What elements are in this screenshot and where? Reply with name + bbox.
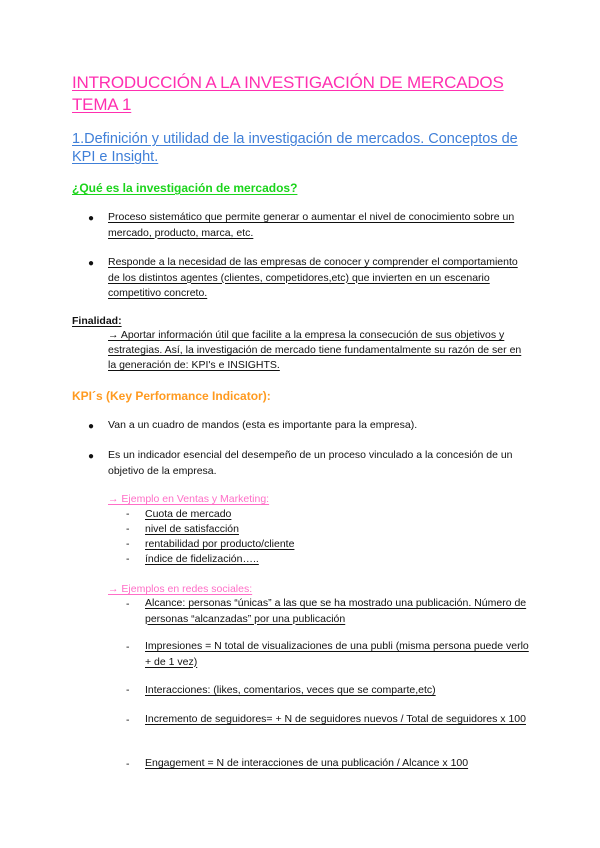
what-is-bullet-1: Proceso sistemático que permite generar o aumentar el nivel de conocimiento sobre un mercado, producto, marca, etc. [108,211,515,239]
sales-item-3: rentabilidad por producto/cliente [145,538,295,550]
doc-title-line1: INTRODUCCIÓN A LA INVESTIGACIÓN DE MERCADOS [72,73,504,92]
social-item-4: Incremento de seguidores= + N de seguidores nuevos / Total de seguidores x 100 [145,713,526,725]
kpi-bullet-1: Van a un cuadro de mandos (esta es importante para la empresa). [108,419,418,431]
social-item-3: Interacciones: (likes, comentarios, veces que se comparte,etc) [145,684,436,696]
section-heading: 1.Definición y utilidad de la investigación de mercados. Conceptos de KPI e Insight. [72,131,518,165]
sales-item-4: índice de fidelización….. [145,553,259,565]
dash-marker: - [126,598,130,610]
dash-marker: - [126,714,130,726]
dash-marker: - [126,523,130,535]
finalidad-text: → Aportar información útil que facilite a la empresa la consecución de sus objetivos y estrategias. Así, la investigación de mercado tiene fundamentalmente su razón de ser en la generación de: KPI's e INSIGHTS. [108,329,522,371]
social-item-2: Impresiones = N total de visualizaciones de una publi (misma persona puede verlo + de 1 vez) [145,640,529,668]
example-social-heading: → Ejemplos en redes sociales: [108,583,253,595]
dash-marker: - [126,553,130,565]
social-item-5: Engagement = N de interacciones de una publicación / Alcance x 100 [145,757,469,769]
kpi-heading: KPI´s (Key Performance Indicator): [72,389,271,403]
dash-marker: - [126,758,130,770]
dash-marker: - [126,684,130,696]
finalidad-label: Finalidad: [72,315,122,327]
bullet-dot: ● [88,421,95,432]
bullet-dot: ● [88,258,95,269]
example-sales-heading: → Ejemplo en Ventas y Marketing: [108,493,270,505]
dash-marker: - [126,508,130,520]
what-is-bullet-2: Responde a la necesidad de las empresas de conocer y comprender el comportamiento de los distintos agentes (clientes, competidores,etc) que invierten en un escenario competitivo concreto. [108,256,518,299]
sales-item-2: nivel de satisfacción [145,523,239,535]
bullet-dot: ● [88,213,95,224]
dash-marker: - [126,641,130,653]
what-is-heading: ¿Qué es la investigación de mercados? [72,181,298,195]
sales-item-1: Cuota de mercado [145,508,232,520]
dash-marker: - [126,538,130,550]
social-item-1: Alcance: personas “únicas” a las que se ha mostrado una publicación. Número de personas “alcanzadas” por una publicación [145,597,527,625]
bullet-dot: ● [88,451,95,462]
doc-title-line2: TEMA 1 [72,95,132,114]
kpi-bullet-2: Es un indicador esencial del desempeño de un proceso vinculado a la concesión de un objetivo de la empresa. [108,449,513,477]
